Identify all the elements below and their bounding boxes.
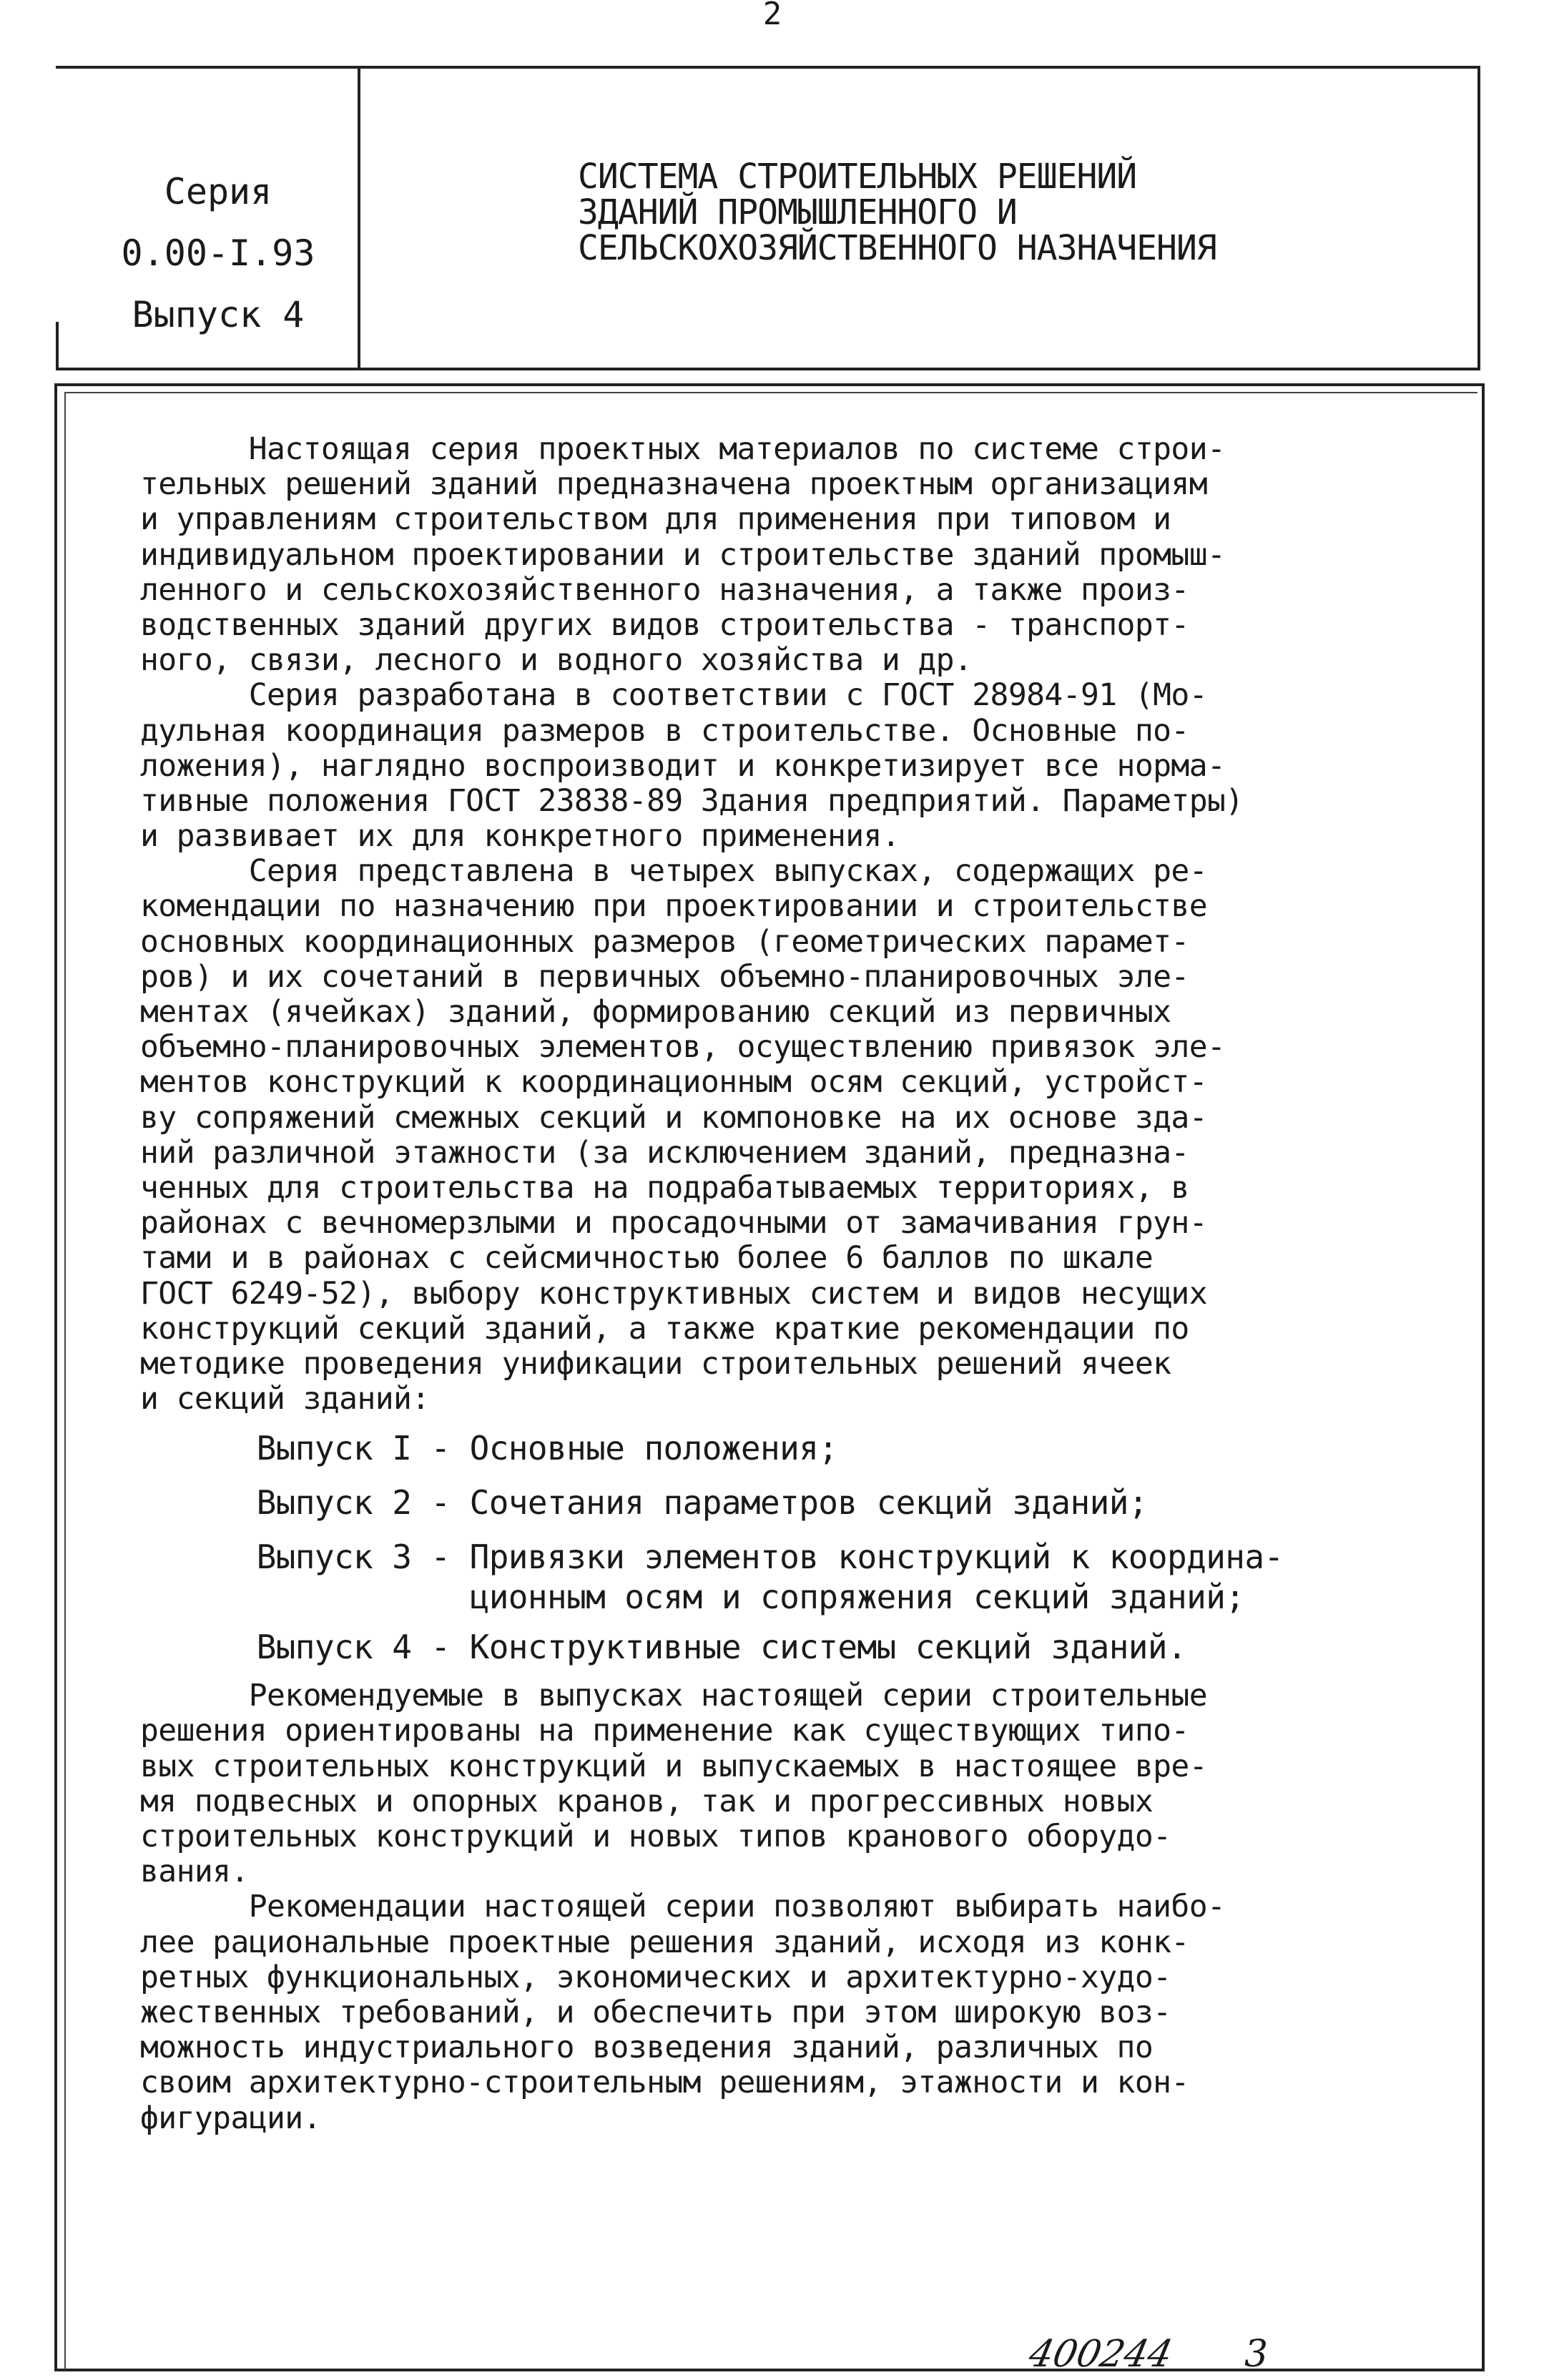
body-text [140, 432, 1477, 2136]
text-line: жественных требований, и обеспечить при этом широкую воз- [140, 1994, 1171, 2030]
text-line: ретных функциональных, экономических и архитектурно-худо- [140, 1959, 1171, 1995]
text-line: Рекомендации настоящей серии позволяют выбирать наибо- [140, 1889, 1226, 1925]
text-line: ного, связи, лесного и водного хозяйства и др. [140, 642, 973, 679]
text-line: объемно-планировочных элементов, осуществлению привязок эле- [140, 1029, 1226, 1066]
title-line: ЗДАНИЙ ПРОМЫШЛЕННОГО И [578, 192, 1017, 232]
title-line: СЕЛЬСКОХОЗЯЙСТВЕННОГО НАЗНАЧЕНИЯ [578, 228, 1216, 268]
text-line: тивные положения ГОСТ 23838-89 Здания предприятий. Параметры) [140, 782, 1244, 819]
text-line: индивидуальном проектировании и строительстве зданий промыш- [140, 536, 1226, 573]
issue-item: Выпуск I - Основные положения; [140, 1429, 838, 1468]
text-line: и секций зданий: [140, 1381, 430, 1417]
paragraph-5 [140, 1889, 1477, 2135]
text-line: ментов конструкций к координационным осям секций, устройст- [140, 1064, 1208, 1101]
text-line: Серия разработана в соответствии с ГОСТ 28984-91 (Мо- [140, 677, 1208, 714]
issue-list [140, 1428, 1477, 1667]
text-line: можность индустриального возведения зданий, различных по [140, 2030, 1154, 2066]
footer-page-mark: 3 [1244, 2333, 1269, 2376]
text-line: и развивает их для конкретного применения. [140, 818, 900, 855]
text-line: ленного и сельскохозяйственного назначения, а также произ- [140, 571, 1189, 608]
text-line: и управлениям строительством для применения при типовом и [140, 501, 1171, 538]
series-number: 0.00-I.93 [121, 232, 315, 274]
text-line: Рекомендуемые в выпусках настоящей серии строительные [140, 1678, 1208, 1714]
text-line: основных координационных размеров (геометрических парамет- [140, 923, 1189, 960]
handwritten-number: 400244 [1025, 2333, 1176, 2376]
text-line: вания. [140, 1854, 249, 1890]
series-label: Серия [164, 171, 272, 212]
issue-label: Выпуск 4 [132, 294, 305, 335]
text-line: ву сопряжений смежных секций и компоновке на их основе зда- [140, 1099, 1208, 1136]
text-line: тельных решений зданий предназначена проектным организациям [140, 466, 1208, 503]
text-line: ГОСТ 6249-52), выбору конструктивных систем и видов несущих [140, 1275, 1208, 1312]
text-line: ченных для строительства на подрабатываемых территориях, в [140, 1169, 1189, 1206]
text-line: решения ориентированы на применение как существующих типо- [140, 1713, 1189, 1749]
text-line: лее рациональные проектные решения зданий, исходя из конк- [140, 1924, 1189, 1960]
text-line: своим архитектурно-строительным решениям, этажности и кон- [140, 2065, 1189, 2101]
paragraph-3 [140, 854, 1477, 1417]
text-line: водственных зданий других видов строительства - транспорт- [140, 606, 1189, 643]
text-line: вых строительных конструкций и выпускаемых в настоящее вре- [140, 1748, 1208, 1784]
issue-item: Выпуск 3 - Привязки элементов конструкций к координа- [140, 1538, 1284, 1577]
text-line: дульная координация размеров в строительстве. Основные по- [140, 712, 1189, 749]
text-line: ров) и их сочетаний в первичных объемно-планировочных эле- [140, 958, 1189, 995]
text-line: районах с вечномерзлыми и просадочными от замачивания грун- [140, 1205, 1208, 1241]
paragraph-1 [140, 432, 1477, 678]
text-line: фигурации. [140, 2100, 321, 2136]
text-line: ментах (ячейках) зданий, формированию секций из первичных [140, 994, 1171, 1030]
title-line: СИСТЕМА СТРОИТЕЛЬНЫХ РЕШЕНИЙ [578, 157, 1137, 197]
text-line: Настоящая серия проектных материалов по системе строи- [140, 431, 1226, 467]
text-line: тами и в районах с сейсмичностью более 6 баллов по шкале [140, 1240, 1154, 1277]
header-divider [358, 66, 360, 370]
paragraph-2 [140, 678, 1477, 854]
text-line: Серия представлена в четырех выпусках, содержащих ре- [140, 853, 1208, 890]
page-number: 2 [762, 0, 782, 29]
issue-item: Выпуск 4 - Конструктивные системы секций зданий. [140, 1628, 1187, 1667]
text-line: мя подвесных и опорных кранов, так и прогрессивных новых [140, 1783, 1154, 1819]
issue-item: Выпуск 2 - Сочетания параметров секций зданий; [140, 1483, 1148, 1523]
text-line: ложения), наглядно воспроизводит и конкретизирует все норма- [140, 747, 1226, 784]
text-line: строительных конструкций и новых типов кранового оборудо- [140, 1819, 1171, 1854]
issue-item: ционным осям и сопряжения секций зданий; [140, 1578, 1245, 1617]
text-line: методике проведения унификации строительных решений ячеек [140, 1345, 1171, 1382]
header-left-edge [56, 322, 59, 370]
text-line: ний различной этажности (за исключением зданий, предназна- [140, 1134, 1189, 1171]
paragraph-4 [140, 1678, 1477, 1889]
text-line: конструкций секций зданий, а также краткие рекомендации по [140, 1310, 1189, 1347]
document-title [578, 159, 1465, 266]
series-info [86, 161, 350, 345]
text-line: комендации по назначению при проектировании и строительстве [140, 888, 1208, 925]
